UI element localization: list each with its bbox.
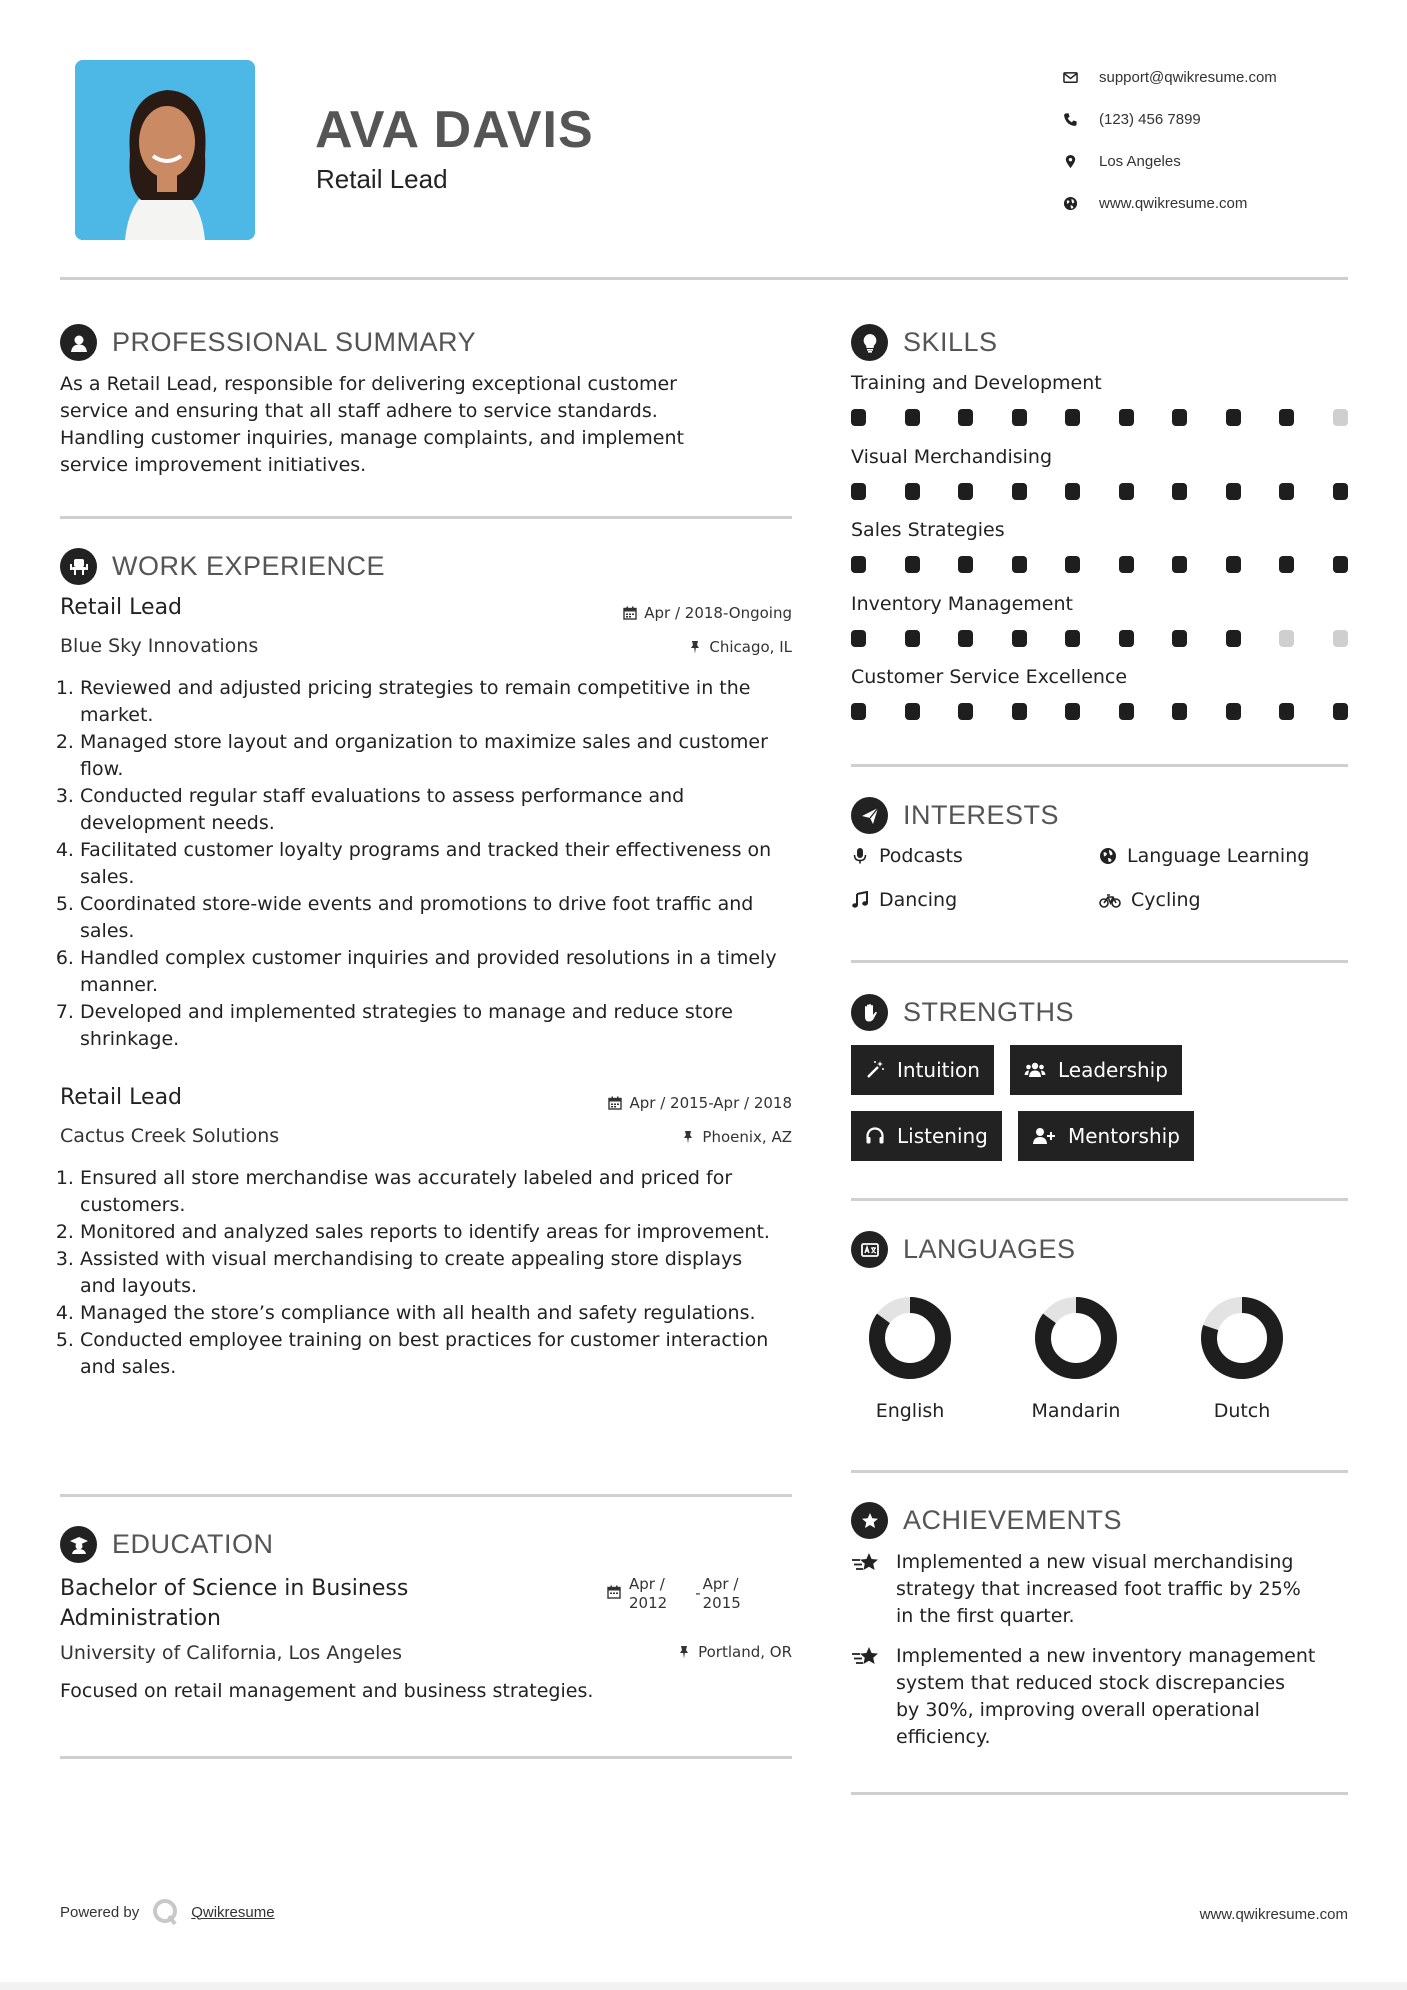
skill-dot-filled: [1279, 703, 1294, 720]
contact-phone-text: (123) 456 7899: [1099, 110, 1201, 128]
strength-label: Intuition: [897, 1058, 980, 1082]
degree-title: [60, 1574, 480, 1634]
star-badge-icon: [851, 1502, 888, 1539]
achievement-line: by 30%, improving overall operational: [896, 1699, 1260, 1721]
date-part: 2015: [702, 1594, 741, 1612]
job-company: Cactus Creek Solutions: [60, 1125, 280, 1147]
strengths-title: STRENGTHS: [903, 997, 1075, 1027]
qwikresume-logo-icon: [151, 1898, 179, 1926]
pin-icon: [677, 1645, 691, 1659]
strength-label: Mentorship: [1068, 1124, 1180, 1148]
skill-dot-filled: [1172, 703, 1187, 720]
skill-dot-empty: [1279, 630, 1294, 647]
summary-line: Handling customer inquiries, manage complaints, and implement: [60, 427, 684, 449]
skill-dot-filled: [905, 483, 920, 500]
achievement-line: system that reduced stock discrepancies: [896, 1672, 1286, 1694]
phone-icon: [1063, 112, 1099, 127]
contact-phone[interactable]: [1063, 98, 1363, 140]
interest-item: [851, 889, 957, 911]
lightbulb-icon: [851, 324, 888, 361]
brand-link[interactable]: Qwikresume: [191, 1903, 275, 1921]
job-dates: [480, 604, 792, 622]
skills-title: SKILLS: [903, 327, 998, 357]
candidate-role: Retail Lead: [316, 164, 448, 194]
summary-line: service improvement initiatives.: [60, 454, 367, 476]
achievement-text: [896, 1643, 1315, 1751]
achievements-divider: [851, 1792, 1348, 1795]
job-responsibilities: [60, 675, 782, 1053]
skill-dot-filled: [1012, 703, 1027, 720]
calendar-icon: [623, 606, 637, 620]
education-header: [60, 1526, 274, 1563]
achievement-item: [851, 1643, 1351, 1751]
chair-icon: [60, 548, 97, 585]
skill-dot-filled: [1226, 409, 1241, 426]
skill-dot-filled: [1172, 630, 1187, 647]
list-item: 5. Coordinated store-wide events and promotions to drive foot traffic and sales.: [80, 891, 782, 945]
date-part: Apr /: [629, 1575, 665, 1593]
skill-dot-filled: [905, 703, 920, 720]
skill-dot-filled: [958, 703, 973, 720]
magic-wand-icon: [865, 1060, 885, 1080]
skill-level: [851, 703, 1348, 720]
date-part: Apr /: [702, 1575, 739, 1593]
interest-item: [1099, 845, 1309, 867]
education-title: EDUCATION: [112, 1529, 274, 1559]
strength-chip: [851, 1111, 1002, 1161]
skill-dot-filled: [1226, 483, 1241, 500]
degree-line: Bachelor of Science in Business: [60, 1576, 409, 1601]
skill-dot-filled: [1226, 630, 1241, 647]
school-name: University of California, Los Angeles: [60, 1642, 403, 1664]
summary-divider: [60, 516, 792, 519]
skill-name: Training and Development: [851, 372, 1102, 394]
skill-dot-filled: [1012, 409, 1027, 426]
job-location-text: Phoenix, AZ: [702, 1128, 792, 1146]
skill-dot-filled: [851, 630, 866, 647]
graduate-icon: [60, 1526, 97, 1563]
skill-dot-filled: [958, 409, 973, 426]
education-divider: [60, 1756, 792, 1759]
profile-photo: [75, 60, 255, 240]
languages-divider: [851, 1470, 1348, 1473]
contact-website-text: www.qwikresume.com: [1099, 194, 1248, 212]
summary-line: As a Retail Lead, responsible for delivering exceptional customer: [60, 373, 677, 395]
skill-dot-filled: [1172, 409, 1187, 426]
list-item: 2. Monitored and analyzed sales reports to identify areas for improvement.: [80, 1219, 782, 1246]
contact-email[interactable]: [1063, 56, 1363, 98]
job-dates-text: Apr / 2015-Apr / 2018: [629, 1094, 792, 1112]
list-item: 1. Ensured all store merchandise was accurately labeled and priced for customers.: [80, 1165, 782, 1219]
strength-chip: [851, 1045, 994, 1095]
list-item: 5. Conducted employee training on best practices for customer interaction and sales.: [80, 1327, 782, 1381]
skill-dot-filled: [1065, 409, 1080, 426]
strength-chip: [1018, 1111, 1194, 1161]
skill-dot-filled: [1333, 556, 1348, 573]
skill-dot-filled: [1279, 556, 1294, 573]
achievement-text: [896, 1549, 1301, 1630]
language-level-ring: [1200, 1296, 1284, 1380]
user-plus-icon: [1032, 1126, 1056, 1146]
job-title: Retail Lead: [60, 595, 183, 620]
skill-level: [851, 556, 1348, 573]
users-icon: [1024, 1060, 1046, 1080]
skill-dot-filled: [851, 556, 866, 573]
skill-dot-filled: [1279, 483, 1294, 500]
skill-dot-filled: [1012, 556, 1027, 573]
skill-level: [851, 483, 1348, 500]
school-location: [480, 1643, 792, 1661]
interests-header: [851, 797, 1059, 834]
language-level-ring: [1034, 1296, 1118, 1380]
skill-dot-filled: [1012, 483, 1027, 500]
skill-dot-filled: [905, 630, 920, 647]
job-location: [480, 1128, 792, 1146]
list-item: 2. Managed store layout and organization to maximize sales and customer flow.: [80, 729, 782, 783]
calendar-icon: [607, 1585, 621, 1599]
powered-by-text: Powered by: [60, 1903, 140, 1921]
interests-title: INTERESTS: [903, 800, 1060, 830]
headphones-icon: [865, 1126, 885, 1146]
language-icon: [851, 1231, 888, 1268]
skill-dot-filled: [1119, 556, 1134, 573]
list-item: 1. Reviewed and adjusted pricing strategies to remain competitive in the market.: [80, 675, 782, 729]
skill-dot-filled: [958, 630, 973, 647]
skill-dot-filled: [1226, 703, 1241, 720]
skill-dot-filled: [1119, 483, 1134, 500]
work-divider: [60, 1494, 792, 1497]
hand-paper-icon: [851, 994, 888, 1031]
achievements-header: [851, 1502, 1122, 1539]
strength-label: Leadership: [1058, 1058, 1168, 1082]
achievements-title: ACHIEVEMENTS: [903, 1505, 1123, 1535]
education-end-date: [703, 1575, 741, 1613]
achievement-line: efficiency.: [896, 1726, 991, 1748]
skill-dot-filled: [1065, 483, 1080, 500]
skill-dot-filled: [905, 556, 920, 573]
job-title: Retail Lead: [60, 1085, 183, 1110]
summary-text: [60, 371, 780, 479]
summary-line: service and ensuring that all staff adhere to service standards.: [60, 400, 658, 422]
contact-email-text: support@qwikresume.com: [1099, 68, 1277, 86]
interest-item: [851, 845, 963, 867]
microphone-icon: [851, 847, 869, 865]
skill-dot-filled: [1119, 703, 1134, 720]
skill-level: [851, 630, 1348, 647]
pin-icon: [688, 640, 702, 654]
interest-label: Cycling: [1131, 889, 1201, 911]
list-item: 4. Managed the store’s compliance with all health and safety regulations.: [80, 1300, 782, 1327]
interest-label: Podcasts: [879, 845, 963, 867]
contact-list: [1063, 56, 1363, 224]
skills-divider: [851, 764, 1348, 767]
strengths-header: [851, 994, 1074, 1031]
work-header: [60, 548, 385, 585]
skill-name: Sales Strategies: [851, 519, 1005, 541]
skills-header: [851, 324, 998, 361]
school-location-text: Portland, OR: [698, 1643, 792, 1661]
job-dates: [480, 1094, 792, 1112]
language-label: Mandarin: [1031, 1400, 1121, 1422]
summary-header: [60, 324, 476, 361]
skill-dot-filled: [1065, 556, 1080, 573]
star-icon: [851, 1551, 881, 1577]
achievement-line: Implemented a new inventory management: [896, 1645, 1316, 1667]
work-title: WORK EXPERIENCE: [112, 551, 386, 581]
skill-level: [851, 409, 1348, 426]
job-dates-text: Apr / 2018-Ongoing: [644, 604, 792, 622]
skill-dot-filled: [1012, 630, 1027, 647]
list-item: 3. Assisted with visual merchandising to create appealing store displays and layouts.: [80, 1246, 782, 1300]
paper-plane-icon: [851, 797, 888, 834]
list-item: 4. Facilitated customer loyalty programs and tracked their effectiveness on sales.: [80, 837, 782, 891]
skill-name: Inventory Management: [851, 592, 1073, 615]
skill-dot-filled: [1226, 556, 1241, 573]
skill-dot-filled: [1172, 483, 1187, 500]
achievement-item: [851, 1549, 1351, 1630]
footer-url[interactable]: www.qwikresume.com: [1199, 1906, 1348, 1923]
skill-name: Customer Service Excellence: [851, 666, 1128, 688]
page-bottom-edge: [0, 1982, 1407, 1990]
job-responsibilities: [60, 1165, 782, 1381]
skill-dot-filled: [1279, 409, 1294, 426]
skill-dot-filled: [851, 483, 866, 500]
bicycle-icon: [1099, 891, 1121, 909]
list-item: 3. Conducted regular staff evaluations to assess performance and development needs.: [80, 783, 782, 837]
star-icon: [851, 1645, 881, 1671]
education-start-date: [629, 1575, 667, 1613]
language-label: Dutch: [1213, 1400, 1271, 1422]
person-portrait-icon: [75, 60, 255, 240]
user-icon: [60, 324, 97, 361]
list-item: 7. Developed and implemented strategies to manage and reduce store shrinkage.: [80, 999, 782, 1053]
language-level-ring: [868, 1296, 952, 1380]
music-icon: [851, 891, 869, 909]
contact-location-text: Los Angeles: [1099, 152, 1181, 170]
skill-dot-filled: [851, 409, 866, 426]
contact-website[interactable]: [1063, 182, 1363, 224]
globe-icon: [1099, 847, 1117, 865]
skill-dot-filled: [1119, 409, 1134, 426]
achievement-line: strategy that increased foot traffic by 25%: [896, 1578, 1301, 1600]
map-marker-icon: [1063, 154, 1099, 169]
skill-dot-filled: [958, 556, 973, 573]
contact-location: [1063, 140, 1363, 182]
language-label: English: [875, 1400, 945, 1422]
skill-dot-filled: [958, 483, 973, 500]
skill-dot-empty: [1333, 630, 1348, 647]
calendar-icon: [608, 1096, 622, 1110]
list-item: 6. Handled complex customer inquiries and provided resolutions in a timely manner.: [80, 945, 782, 999]
languages-header: [851, 1231, 1076, 1268]
languages-title: LANGUAGES: [903, 1234, 1076, 1264]
globe-icon: [1063, 196, 1099, 211]
job-location: [480, 638, 792, 656]
degree-line: Administration: [60, 1606, 221, 1631]
skill-dot-filled: [1333, 483, 1348, 500]
strength-chip: [1010, 1045, 1182, 1095]
job-location-text: Chicago, IL: [709, 638, 792, 656]
interest-label: Language Learning: [1127, 845, 1310, 867]
candidate-name: AVA DAVIS: [315, 101, 594, 159]
date-part: 2012: [629, 1594, 668, 1612]
education-dates: [607, 1575, 741, 1613]
summary-title: PROFESSIONAL SUMMARY: [112, 327, 477, 357]
strength-label: Listening: [897, 1124, 988, 1148]
education-description: Focused on retail management and business strategies.: [60, 1680, 594, 1702]
skill-name: Visual Merchandising: [851, 445, 1053, 468]
footer-powered-by: [60, 1898, 275, 1926]
skill-dot-filled: [1065, 703, 1080, 720]
achievement-line: in the first quarter.: [896, 1605, 1075, 1627]
header-divider: [60, 277, 1348, 280]
skill-dot-empty: [1333, 409, 1348, 426]
job-company: Blue Sky Innovations: [60, 635, 259, 657]
achievement-line: Implemented a new visual merchandising: [896, 1551, 1294, 1573]
envelope-icon: [1063, 70, 1099, 85]
skill-dot-filled: [1119, 630, 1134, 647]
skill-dot-filled: [1333, 703, 1348, 720]
skill-dot-filled: [905, 409, 920, 426]
skill-dot-filled: [1172, 556, 1187, 573]
skill-dot-filled: [851, 703, 866, 720]
interests-divider: [851, 960, 1348, 963]
skill-dot-filled: [1065, 630, 1080, 647]
pin-icon: [681, 1130, 695, 1144]
interest-label: Dancing: [879, 889, 958, 911]
strengths-divider: [851, 1198, 1348, 1201]
interest-item: [1099, 889, 1201, 911]
date-separator: -: [695, 1584, 701, 1602]
